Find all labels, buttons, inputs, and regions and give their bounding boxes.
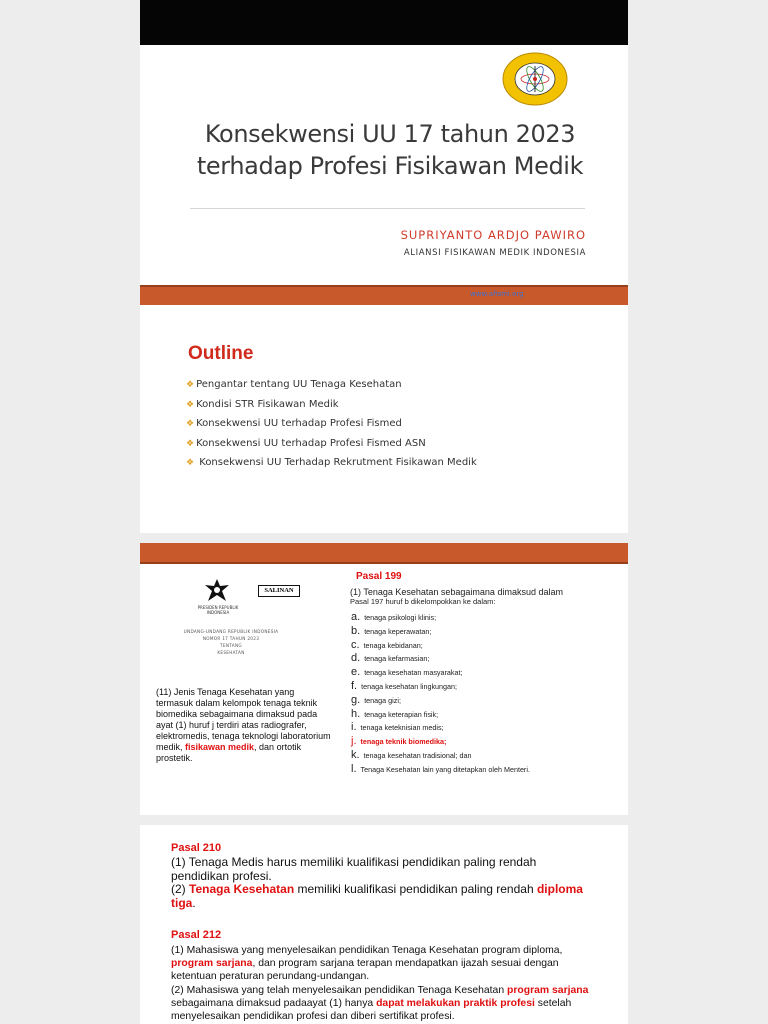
- list-item: c. tenaga kebidanan;: [351, 638, 423, 651]
- pasal-210-ayat-2: (2) Tenaga Kesehatan memiliki kualifikasi pendidikan paling rendah diploma tiga.: [171, 882, 583, 910]
- header-band: [140, 543, 628, 564]
- garuda-emblem-icon: [202, 577, 232, 605]
- fisikawan-medik-highlight: fisikawan medik: [185, 742, 255, 752]
- pasal-199-intro: (1) Tenaga Kesehatan sebagaimana dimaksud dalam Pasal 197 huruf b dikelompokkan ke dalam:: [350, 587, 563, 606]
- pasal-212-heading: Pasal 212: [171, 929, 222, 941]
- uu-title-line: NOMOR 17 TAHUN 2023: [202, 636, 260, 641]
- pasal-212-ayat-1: (1) Mahasiswa yang menyelesaikan pendidikan Tenaga Kesehatan program diploma, program sarjana, dan program sarjana terapan mendapatkan ijazah sesuai dengan ketentuan peraturan perundang-undangan.: [171, 945, 563, 982]
- outline-slide: [140, 305, 628, 533]
- pasal-199-heading: Pasal 199: [356, 571, 402, 582]
- list-item: ❖ Kondisi STR Fisikawan Medik: [186, 398, 339, 410]
- ayat-11-text: (11) Jenis Tenaga Kesehatan yang termasuk dalam kelompok tenaga teknik biomedika sebagaimana dimaksud pada ayat (1) huruf j terdiri atas radiografer, elektromedis, tenaga teknologi laboratorium medik, fisikawan medik, dan ortotik prostetik.: [156, 687, 331, 763]
- diamond-bullet-icon: ❖: [186, 419, 195, 429]
- diamond-bullet-icon: ❖: [186, 438, 195, 449]
- salinan-stamp: SALINAN: [258, 585, 300, 597]
- diamond-bullet-icon: ❖: [186, 458, 195, 468]
- pasal-210-ayat-1: (1) Tenaga Medis harus memiliki kualifikasi pendidikan paling rendah pendidikan profesi.: [171, 855, 537, 883]
- header-black-bar: [140, 0, 628, 45]
- outline-list: [186, 375, 477, 473]
- outline-heading: Outline: [188, 343, 254, 364]
- website-link[interactable]: www.afismi.org: [470, 290, 524, 298]
- list-item: g. tenaga gizi;: [351, 693, 401, 706]
- list-item: l. Tenaga Kesehatan lain yang ditetapkan oleh Menteri.: [351, 762, 530, 775]
- slide-title: [170, 118, 610, 182]
- emblem-caption: PRESIDEN REPUBLIK INDONESIA: [197, 605, 239, 615]
- author-name: SUPRIYANTO ARDJO PAWIRO: [400, 228, 586, 242]
- list-item: a. tenaga psikologi klinis;: [351, 611, 437, 623]
- pasal-210-heading: Pasal 210: [171, 842, 222, 854]
- list-item: b. tenaga keperawatan;: [351, 624, 432, 637]
- afismi-logo: [502, 52, 568, 106]
- footer-band: [140, 285, 628, 305]
- pasal-212-ayat-2: (2) Mahasiswa yang telah menyelesaikan pendidikan Tenaga Kesehatan program sarjana sebagaimana dimaksud padaayat (1) hanya dapat melakukan praktik profesi setelah menyelesaikan pendidikan profesi dan diberi sertifikat profesi.: [171, 985, 589, 1022]
- uu-title-line: TENTANG: [220, 643, 242, 648]
- list-item: d. tenaga kefarmasian;: [351, 652, 430, 665]
- list-item: ❖ Konsekwensi UU terhadap Profesi Fismed: [186, 418, 402, 429]
- list-item: ❖ Konsekwensi UU Terhadap Rekrutment Fisikawan Medik: [186, 457, 477, 468]
- title-line-2: terhadap Profesi Fisikawan Medik: [196, 152, 584, 180]
- list-item: e. tenaga kesehatan masyarakat;: [351, 666, 463, 679]
- list-item: ❖ Konsekwensi UU terhadap Profesi Fismed ASN: [186, 437, 426, 449]
- title-slide: [140, 0, 628, 305]
- diamond-bullet-icon: ❖: [186, 380, 195, 390]
- tenaga-kesehatan-list: [351, 611, 530, 777]
- title-line-1: Konsekwensi UU 17 tahun 2023: [204, 120, 576, 148]
- uu-title-line: UNDANG-UNDANG REPUBLIK INDONESIA: [183, 629, 279, 634]
- list-item: f. tenaga kesehatan lingkungan;: [351, 679, 458, 692]
- uu-title-line: KESEHATAN: [217, 650, 245, 655]
- pasal-199-slide: [140, 543, 628, 815]
- organization-name: ALIANSI FISIKAWAN MEDIK INDONESIA: [403, 248, 586, 258]
- title-divider: [190, 208, 585, 209]
- list-item: k. tenaga kesehatan tradisional; dan: [351, 748, 472, 761]
- list-item: i. tenaga keteknisian medis;: [351, 721, 444, 734]
- list-item-highlighted: j. tenaga teknik biomedika;: [351, 735, 447, 748]
- list-item: ❖ Pengantar tentang UU Tenaga Kesehatan: [186, 379, 402, 390]
- diamond-bullet-icon: ❖: [186, 399, 195, 410]
- list-item: h. tenaga keterapian fisik;: [351, 707, 439, 720]
- pasal-210-212-slide: [140, 825, 628, 1024]
